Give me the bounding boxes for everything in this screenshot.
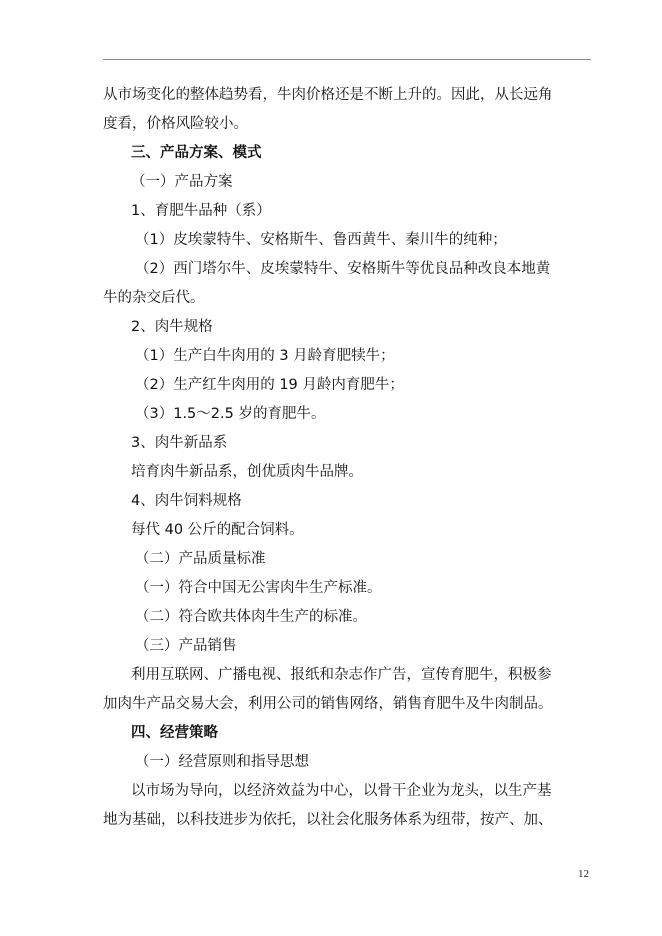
paragraph-line: 地为基础，以科技进步为依托，以社会化服务体系为纽带，按产、加、 <box>103 812 553 828</box>
paragraph-line: 加肉牛产品交易大会，利用公司的销售网络，销售育肥牛及牛肉制品。 <box>103 696 553 712</box>
list-item: （3）1.5～2.5 岁的育肥牛。 <box>135 406 326 422</box>
item-heading: 3、肉牛新品系 <box>131 435 228 451</box>
list-item: （1）生产白牛肉用的 3 月龄育肥犊牛； <box>135 348 395 364</box>
document-body <box>103 81 593 835</box>
subsection-heading: （一）产品方案 <box>131 174 233 190</box>
page-number: 12 <box>578 868 589 880</box>
item-heading: 1、育肥牛品种（系） <box>131 203 271 219</box>
list-item: （一）符合中国无公害肉牛生产标准。 <box>135 580 382 596</box>
subsection-heading: （二）产品质量标准 <box>135 551 266 567</box>
list-item: （二）符合欧共体肉牛生产的标准。 <box>135 609 367 625</box>
list-item: （2）西门塔尔牛、皮埃蒙特牛、安格斯牛等优良品种改良本地黄 <box>135 261 551 277</box>
paragraph-line: 度看，价格风险较小。 <box>103 116 248 132</box>
paragraph-line: 利用互联网、广播电视、报纸和杂志作广告，宣传育肥牛，积极参 <box>131 667 552 683</box>
paragraph-line: 以市场为导向，以经济效益为中心，以骨干企业为龙头，以生产基 <box>131 783 552 799</box>
item-heading: 4、肉牛饲料规格 <box>131 493 242 509</box>
list-item: （1）皮埃蒙特牛、安格斯牛、鲁西黄牛、秦川牛的纯种； <box>135 232 507 248</box>
subsection-heading: （一）经营原则和指导思想 <box>135 754 309 770</box>
section-heading: 四、经营策略 <box>131 725 218 741</box>
paragraph-line: 培育肉牛新品系，创优质肉牛品牌。 <box>131 464 363 480</box>
list-item: （2）生产红牛肉用的 19 月龄内育肥牛； <box>135 377 404 393</box>
section-heading: 三、产品方案、模式 <box>131 145 262 161</box>
paragraph-line: 牛的杂交后代。 <box>103 290 205 306</box>
item-heading: 2、肉牛规格 <box>131 319 213 335</box>
subsection-heading: （三）产品销售 <box>135 638 237 654</box>
paragraph-line: 每代 40 公斤的配合饲料。 <box>131 522 304 538</box>
paragraph-line: 从市场变化的整体趋势看，牛肉价格还是不断上升的。因此，从长远角 <box>103 87 553 103</box>
header-rule <box>103 59 591 60</box>
